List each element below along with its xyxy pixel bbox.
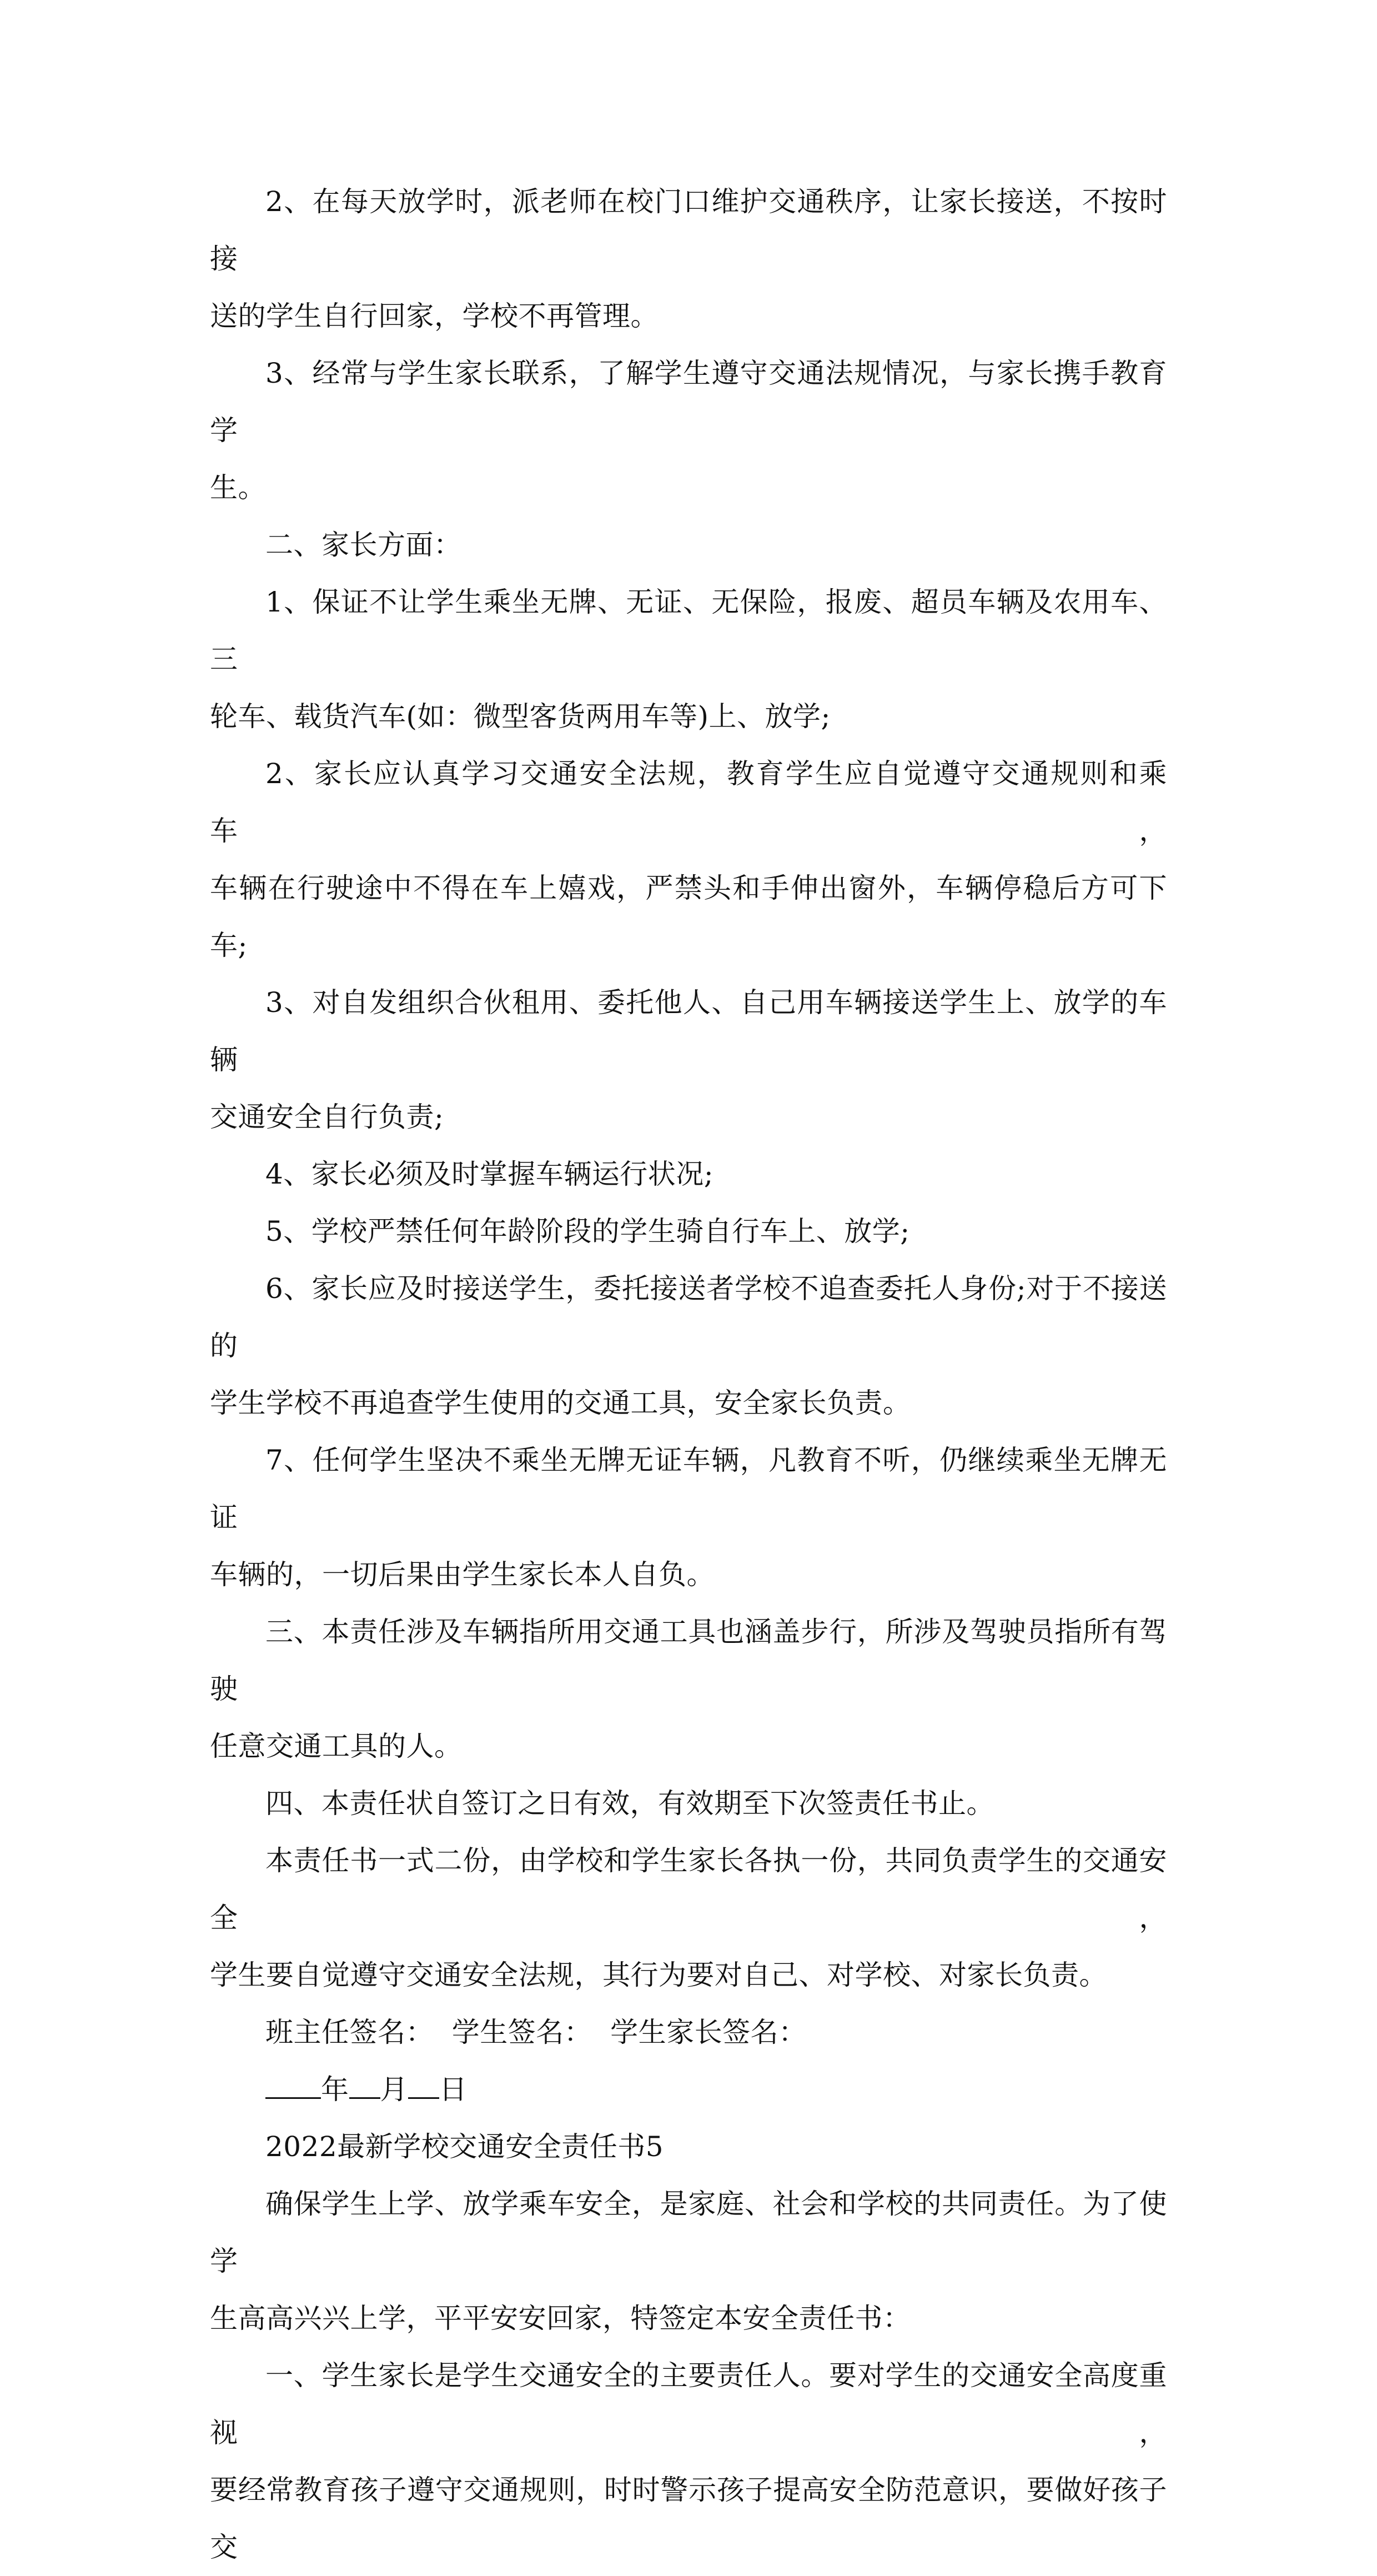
paragraph-parents-1: [210, 574, 1167, 745]
paragraph-intro: [210, 2176, 1167, 2347]
text-line: 6、家长应及时接送学生，委托接送者学校不追查委托人身份;对于不接送的: [210, 1272, 1167, 1362]
paragraph-2-dismissal: [210, 173, 1167, 345]
text-line: 5、学校严禁任何年龄阶段的学生骑自行车上、放学;: [265, 1215, 910, 1247]
text-line: 2022最新学校交通安全责任书5: [265, 2131, 664, 2163]
text-line: 要经常教育孩子遵守交通规则，时时警示孩子提高安全防范意识，要做好孩子交: [210, 2474, 1167, 2563]
date-fields: [210, 2061, 1167, 2118]
paragraph-parents-6: [210, 1260, 1167, 1432]
text-line: 3、对自发组织合伙租用、委托他人、自己用车辆接送学生上、放学的车辆: [210, 986, 1167, 1076]
paragraph-parents-3: [210, 974, 1167, 1146]
paragraph-parents-7: [210, 1432, 1167, 1603]
signature-line: [210, 2004, 1167, 2061]
text-line: 本责任书一式二份，由学校和学生家长各执一份，共同负责学生的交通安全，: [210, 1845, 1167, 1934]
paragraph-parents-2: [210, 745, 1167, 974]
text-line: 三、本责任涉及车辆指所用交通工具也涵盖步行，所涉及驾驶员指所有驾驶: [210, 1616, 1167, 1705]
text-line: 确保学生上学、放学乘车安全，是家庭、社会和学校的共同责任。为了使学: [210, 2188, 1167, 2277]
day-blank: [408, 2075, 439, 2099]
text-line: 生高高兴兴上学，平平安安回家，特签定本安全责任书：: [210, 2302, 911, 2334]
text-line: 学生学校不再追查学生使用的交通工具，安全家长负责。: [210, 1387, 911, 1419]
month-label: 月: [380, 2073, 408, 2106]
text-line: 任意交通工具的人。: [210, 1730, 463, 1762]
text-line: 2、在每天放学时，派老师在校门口维护交通秩序，让家长接送，不按时接: [210, 186, 1167, 275]
text-line: 7、任何学生坚决不乘坐无牌无证车辆，凡教育不听，仍继续乘坐无牌无证: [210, 1444, 1167, 1533]
text-line: 3、经常与学生家长联系，了解学生遵守交通法规情况，与家长携手教育学: [210, 357, 1167, 447]
text-line: 车辆在行驶途中不得在车上嬉戏，严禁头和手伸出窗外，车辆停稳后方可下车;: [210, 872, 1167, 961]
text-line: 车辆的，一切后果由学生家长本人自负。: [210, 1558, 715, 1591]
date-line: [210, 2061, 1167, 2118]
text-line: 2、家长应认真学习交通安全法规，教育学生应自觉遵守交通规则和乘车，: [210, 758, 1167, 847]
text-line: 1、保证不让学生乘坐无牌、无证、无保险，报废、超员车辆及农用车、三: [210, 586, 1167, 675]
section-title: [210, 2118, 1167, 2176]
heading-parents-section: [210, 517, 1167, 574]
text-line: 交通安全自行负责;: [210, 1101, 444, 1133]
paragraph-parents-4: [210, 1146, 1167, 1203]
text-line: 班主任签名： 学生签名： 学生家长签名：: [265, 2016, 807, 2048]
paragraph-section-4: [210, 1775, 1167, 1832]
paragraph-parents-5: [210, 1203, 1167, 1260]
month-blank: [349, 2075, 380, 2099]
day-label: 日: [439, 2073, 468, 2106]
text-line: 生。: [210, 472, 266, 504]
text-line: 轮车、载货汽车(如：微型客货两用车等)上、放学;: [210, 700, 831, 733]
paragraph-copies: [210, 1832, 1167, 2004]
year-blank: [265, 2075, 321, 2099]
paragraph-parents-responsibility: [210, 2347, 1167, 2576]
text-line: 二、家长方面：: [265, 529, 462, 561]
paragraph-section-3: [210, 1603, 1167, 1775]
text-line: 四、本责任状自签订之日有效，有效期至下次签责任书止。: [265, 1787, 994, 1820]
year-label: 年: [321, 2073, 349, 2106]
text-line: 一、学生家长是学生交通安全的主要责任人。要对学生的交通安全高度重视，: [210, 2359, 1167, 2449]
text-line: 学生要自觉遵守交通安全法规，其行为要对自己、对学校、对家长负责。: [210, 1959, 1107, 1991]
text-line: 送的学生自行回家，学校不再管理。: [210, 300, 659, 332]
paragraph-3-contact-parents: [210, 345, 1167, 517]
document-body: [210, 173, 1167, 2576]
text-line: 4、家长必须及时掌握车辆运行状况;: [265, 1158, 714, 1190]
